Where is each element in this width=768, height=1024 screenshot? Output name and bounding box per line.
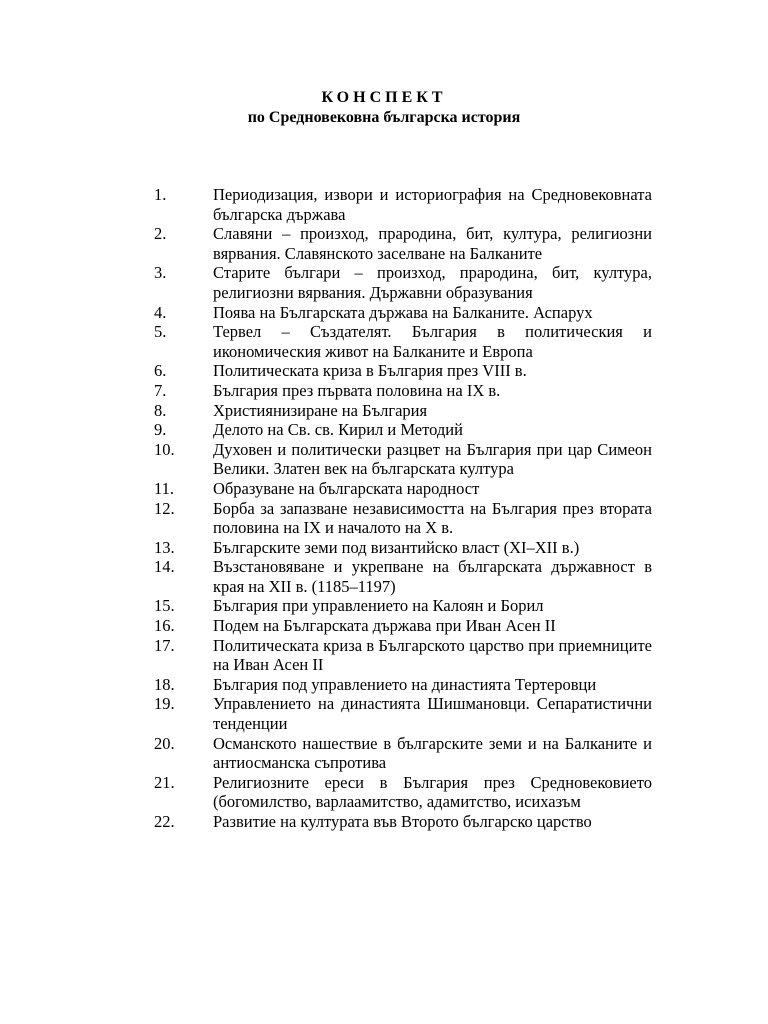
item-number: 2. (154, 224, 167, 244)
list-item (150, 224, 652, 263)
item-text: Периодизация, извори и историография на Средновековната българска държава (213, 185, 652, 224)
list-item (150, 401, 652, 421)
list-item (150, 812, 652, 832)
item-text: Духовен и политически разцвет на България при цар Симеон Велики. Златен век на българската култура (213, 439, 652, 479)
item-number: 19. (154, 694, 175, 714)
list-item (150, 596, 652, 616)
item-number: 4. (154, 302, 167, 322)
item-number: 10. (154, 439, 175, 459)
list-item (150, 557, 652, 596)
item-number: 7. (154, 380, 167, 400)
item-text: България през първата половина на IX в. (213, 380, 501, 400)
list-item (150, 322, 652, 361)
item-text: Българските земи под византийско власт (XI–XII в.) (213, 537, 580, 557)
item-text: Политическата криза в България през VIII в. (213, 361, 527, 381)
topic-list (150, 185, 652, 832)
item-text: Тервел – Създателят. България в политическия и икономическия живот на Балканите и Европа (213, 322, 652, 361)
list-item (150, 499, 652, 538)
document-subtitle: по Средновековна българска история (247, 109, 521, 126)
item-number: 11. (154, 478, 175, 498)
item-text: Развитие на културата във Второто българско царство (213, 812, 592, 831)
item-number: 18. (154, 674, 175, 694)
item-number: 14. (154, 557, 175, 577)
item-text: Образуване на българската народност (213, 478, 480, 498)
list-item (150, 381, 652, 401)
item-number: 9. (154, 420, 167, 440)
list-item (150, 734, 652, 773)
item-text: Управлението на династията Шишмановци. Сепаратистични тенденции (213, 694, 652, 734)
list-item (150, 636, 652, 675)
item-text: Възстановяване и укрепване на българската държавност в края на XII в. (1185–1197) (213, 557, 652, 596)
item-number: 1. (154, 185, 167, 204)
item-text: Борба за запазване независимостта на България през втората половина на IX и началото на X в. (213, 498, 652, 538)
list-item (150, 440, 652, 479)
item-number: 8. (154, 400, 167, 420)
item-number: 12. (154, 498, 175, 518)
list-item (150, 479, 652, 499)
list-item (150, 538, 652, 558)
item-number: 6. (154, 361, 167, 381)
list-item (150, 694, 652, 733)
item-number: 13. (154, 537, 175, 557)
item-number: 21. (154, 772, 175, 792)
list-item (150, 361, 652, 381)
item-number: 20. (154, 733, 175, 753)
item-text: Християнизиране на България (213, 400, 428, 420)
list-item (150, 303, 652, 323)
item-number: 16. (154, 616, 175, 636)
list-item (150, 675, 652, 695)
list-item (150, 263, 652, 302)
item-number: 3. (154, 263, 167, 283)
list-item (150, 185, 652, 224)
item-text: Поява на Българската държава на Балканите. Аспарух (213, 302, 593, 322)
item-number: 22. (154, 812, 175, 831)
item-text: Османското нашествие в българските земи и на Балканите и антиосманска съпротива (213, 733, 652, 773)
document-title: КОНСПЕКТ (321, 89, 447, 106)
item-number: 17. (154, 635, 175, 655)
item-text: Делото на Св. св. Кирил и Методий (213, 420, 463, 440)
item-text: Политическата криза в Българското царство при приемниците на Иван Асен II (213, 635, 652, 675)
item-text: Славяни – произход, прародина, бит, култура, религиозни вярвания. Славянското заселване на Балканите (213, 224, 652, 263)
item-text: Религиозните ереси в България през Средновековието (богомилство, варлаамитство, адамитство, исихазъм (213, 772, 652, 812)
item-text: България при управлението на Калоян и Борил (213, 596, 544, 616)
list-item (150, 420, 652, 440)
list-item (150, 773, 652, 812)
item-number: 15. (154, 596, 175, 616)
list-item (150, 616, 652, 636)
item-number: 5. (154, 322, 167, 342)
item-text: Подем на Българската държава при Иван Асен II (213, 616, 556, 636)
item-text: Старите българи – произход, прародина, бит, култура, религиозни вярвания. Държавни образувания (213, 263, 652, 302)
item-text: България под управлението на династията Тертеровци (213, 674, 597, 694)
